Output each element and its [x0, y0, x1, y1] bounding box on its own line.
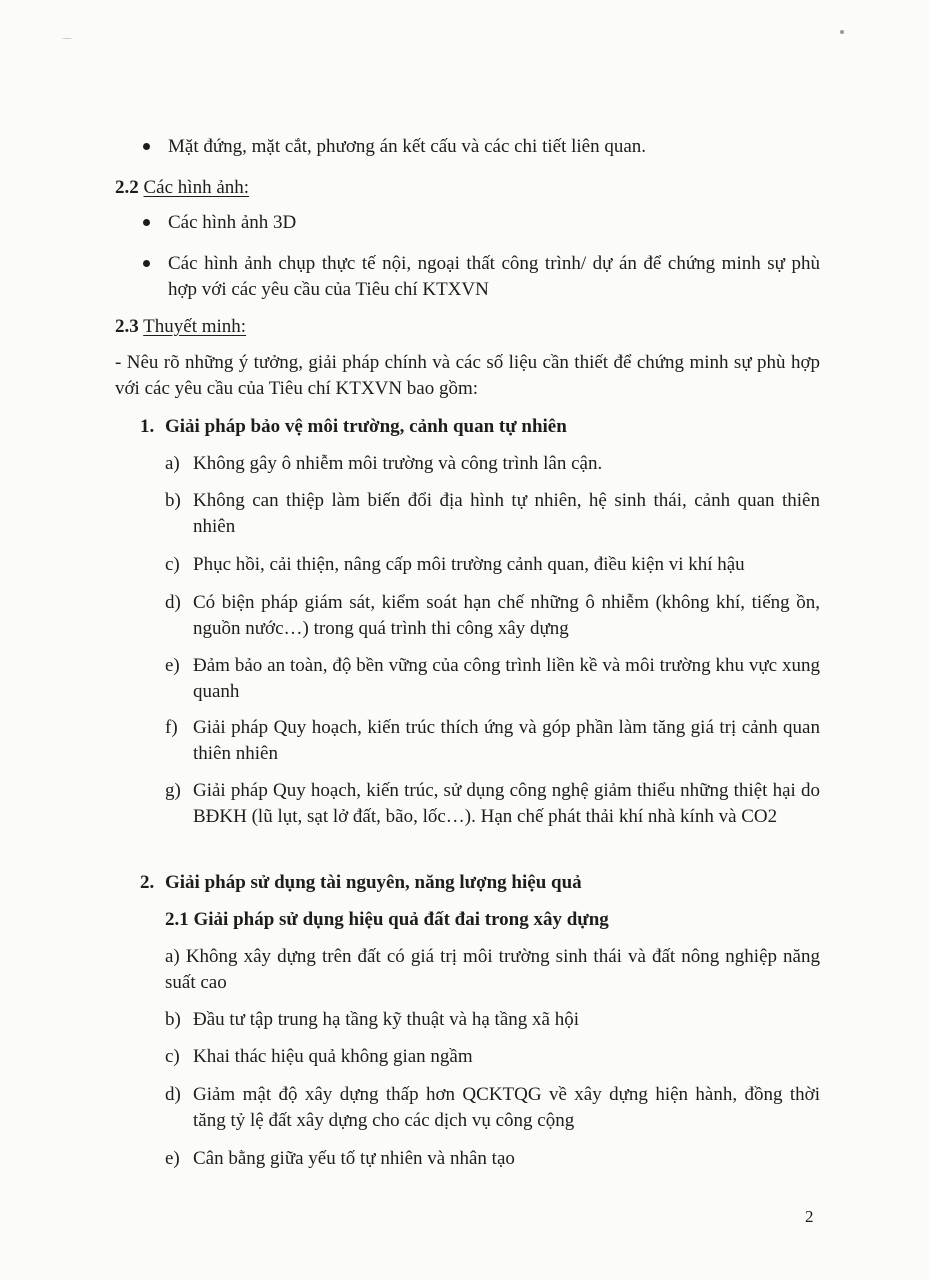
list-item — [165, 715, 820, 767]
item-label: f) — [165, 717, 178, 738]
solution-title: Giải pháp sử dụng tài nguyên, năng lượng hiệu quả — [165, 872, 582, 893]
item-label: e) — [165, 655, 180, 676]
scan-speck — [62, 38, 72, 39]
section-number: 2.2 — [115, 177, 139, 198]
list-item — [165, 488, 820, 540]
section-heading-2-2 — [115, 175, 249, 201]
section-heading-2-3 — [115, 314, 246, 340]
item-text: Cân bằng giữa yếu tố tự nhiên và nhân tạo — [193, 1148, 515, 1169]
solution-title: Giải pháp bảo vệ môi trường, cảnh quan tự nhiên — [165, 416, 567, 437]
item-label: d) — [165, 592, 181, 613]
list-item — [165, 590, 820, 642]
list-item — [165, 653, 820, 705]
item-label: a) — [165, 946, 180, 967]
section-number: 2.3 — [115, 316, 139, 337]
item-label: a) — [165, 453, 180, 474]
bullet-icon — [143, 143, 150, 150]
bullet-text: Các hình ảnh chụp thực tế nội, ngoại thất công trình/ dự án để chứng minh sự phù hợp với các yêu cầu của Tiêu chí KTXVN — [168, 253, 820, 300]
item-text: Đảm bảo an toàn, độ bền vững của công trình liền kề và môi trường khu vực xung quanh — [193, 655, 820, 702]
list-item — [165, 552, 820, 578]
list-item — [165, 1146, 820, 1172]
item-text: Đầu tư tập trung hạ tầng kỹ thuật và hạ tầng xã hội — [193, 1009, 579, 1030]
solution-2-heading — [140, 870, 582, 896]
solution-number: 2. — [140, 872, 155, 893]
section-title: Thuyết minh: — [143, 316, 247, 337]
item-label: d) — [165, 1084, 181, 1105]
bullet-text: Các hình ảnh 3D — [168, 212, 297, 233]
item-label: c) — [165, 554, 180, 575]
item-label: b) — [165, 1009, 181, 1030]
item-text: Không gây ô nhiễm môi trường và công trình lân cận. — [193, 453, 603, 474]
solution-1-heading — [140, 414, 567, 440]
item-text: Giải pháp Quy hoạch, kiến trúc thích ứng và góp phần làm tăng giá trị cảnh quan thiên nhiên — [193, 717, 820, 764]
item-text: Giải pháp Quy hoạch, kiến trúc, sử dụng công nghệ giảm thiểu những thiệt hại do BĐKH (lũ lụt, sạt lở đất, bão, lốc…). Hạn chế phát thải khí nhà kính và CO2 — [193, 780, 820, 827]
item-text: Phục hồi, cải thiện, nâng cấp môi trường cảnh quan, điều kiện vi khí hậu — [193, 554, 745, 575]
list-item — [165, 778, 820, 830]
item-label: g) — [165, 780, 181, 801]
item-text: Khai thác hiệu quả không gian ngầm — [193, 1046, 473, 1067]
item-label: e) — [165, 1148, 180, 1169]
scan-speck — [840, 30, 844, 34]
list-item — [165, 1044, 820, 1070]
item-text: Không can thiệp làm biến đổi địa hình tự nhiên, hệ sinh thái, cảnh quan thiên nhiên — [193, 490, 820, 537]
item-text — [165, 944, 820, 996]
list-item — [165, 451, 820, 477]
bullet-icon — [143, 219, 150, 226]
bullet-icon — [143, 260, 150, 267]
subsection-heading: 2.1 Giải pháp sử dụng hiệu quả đất đai trong xây dựng — [165, 909, 609, 930]
list-item — [165, 944, 820, 996]
item-text: Có biện pháp giám sát, kiểm soát hạn chế những ô nhiễm (không khí, tiếng ồn, nguồn nước…) trong quá trình thi công xây dựng — [193, 592, 820, 639]
list-item — [165, 1007, 820, 1033]
intro-paragraph: - Nêu rõ những ý tưởng, giải pháp chính và các số liệu cần thiết để chứng minh sự phù hợp với các yêu cầu của Tiêu chí KTXVN bao gồm: — [115, 352, 820, 399]
item-text: Giảm mật độ xây dựng thấp hơn QCKTQG về xây dựng hiện hành, đồng thời tăng tỷ lệ đất xây dựng cho các dịch vụ công cộng — [193, 1084, 820, 1131]
item-label: b) — [165, 490, 181, 511]
section-title: Các hình ảnh: — [143, 177, 250, 198]
solution-number: 1. — [140, 416, 155, 437]
item-label: c) — [165, 1046, 180, 1067]
page-number: 2 — [805, 1207, 814, 1226]
list-item — [165, 1082, 820, 1134]
item-body: Không xây dựng trên đất có giá trị môi trường sinh thái và đất nông nghiệp năng suất cao — [165, 946, 820, 993]
bullet-text: Mặt đứng, mặt cắt, phương án kết cấu và các chi tiết liên quan. — [168, 136, 647, 157]
